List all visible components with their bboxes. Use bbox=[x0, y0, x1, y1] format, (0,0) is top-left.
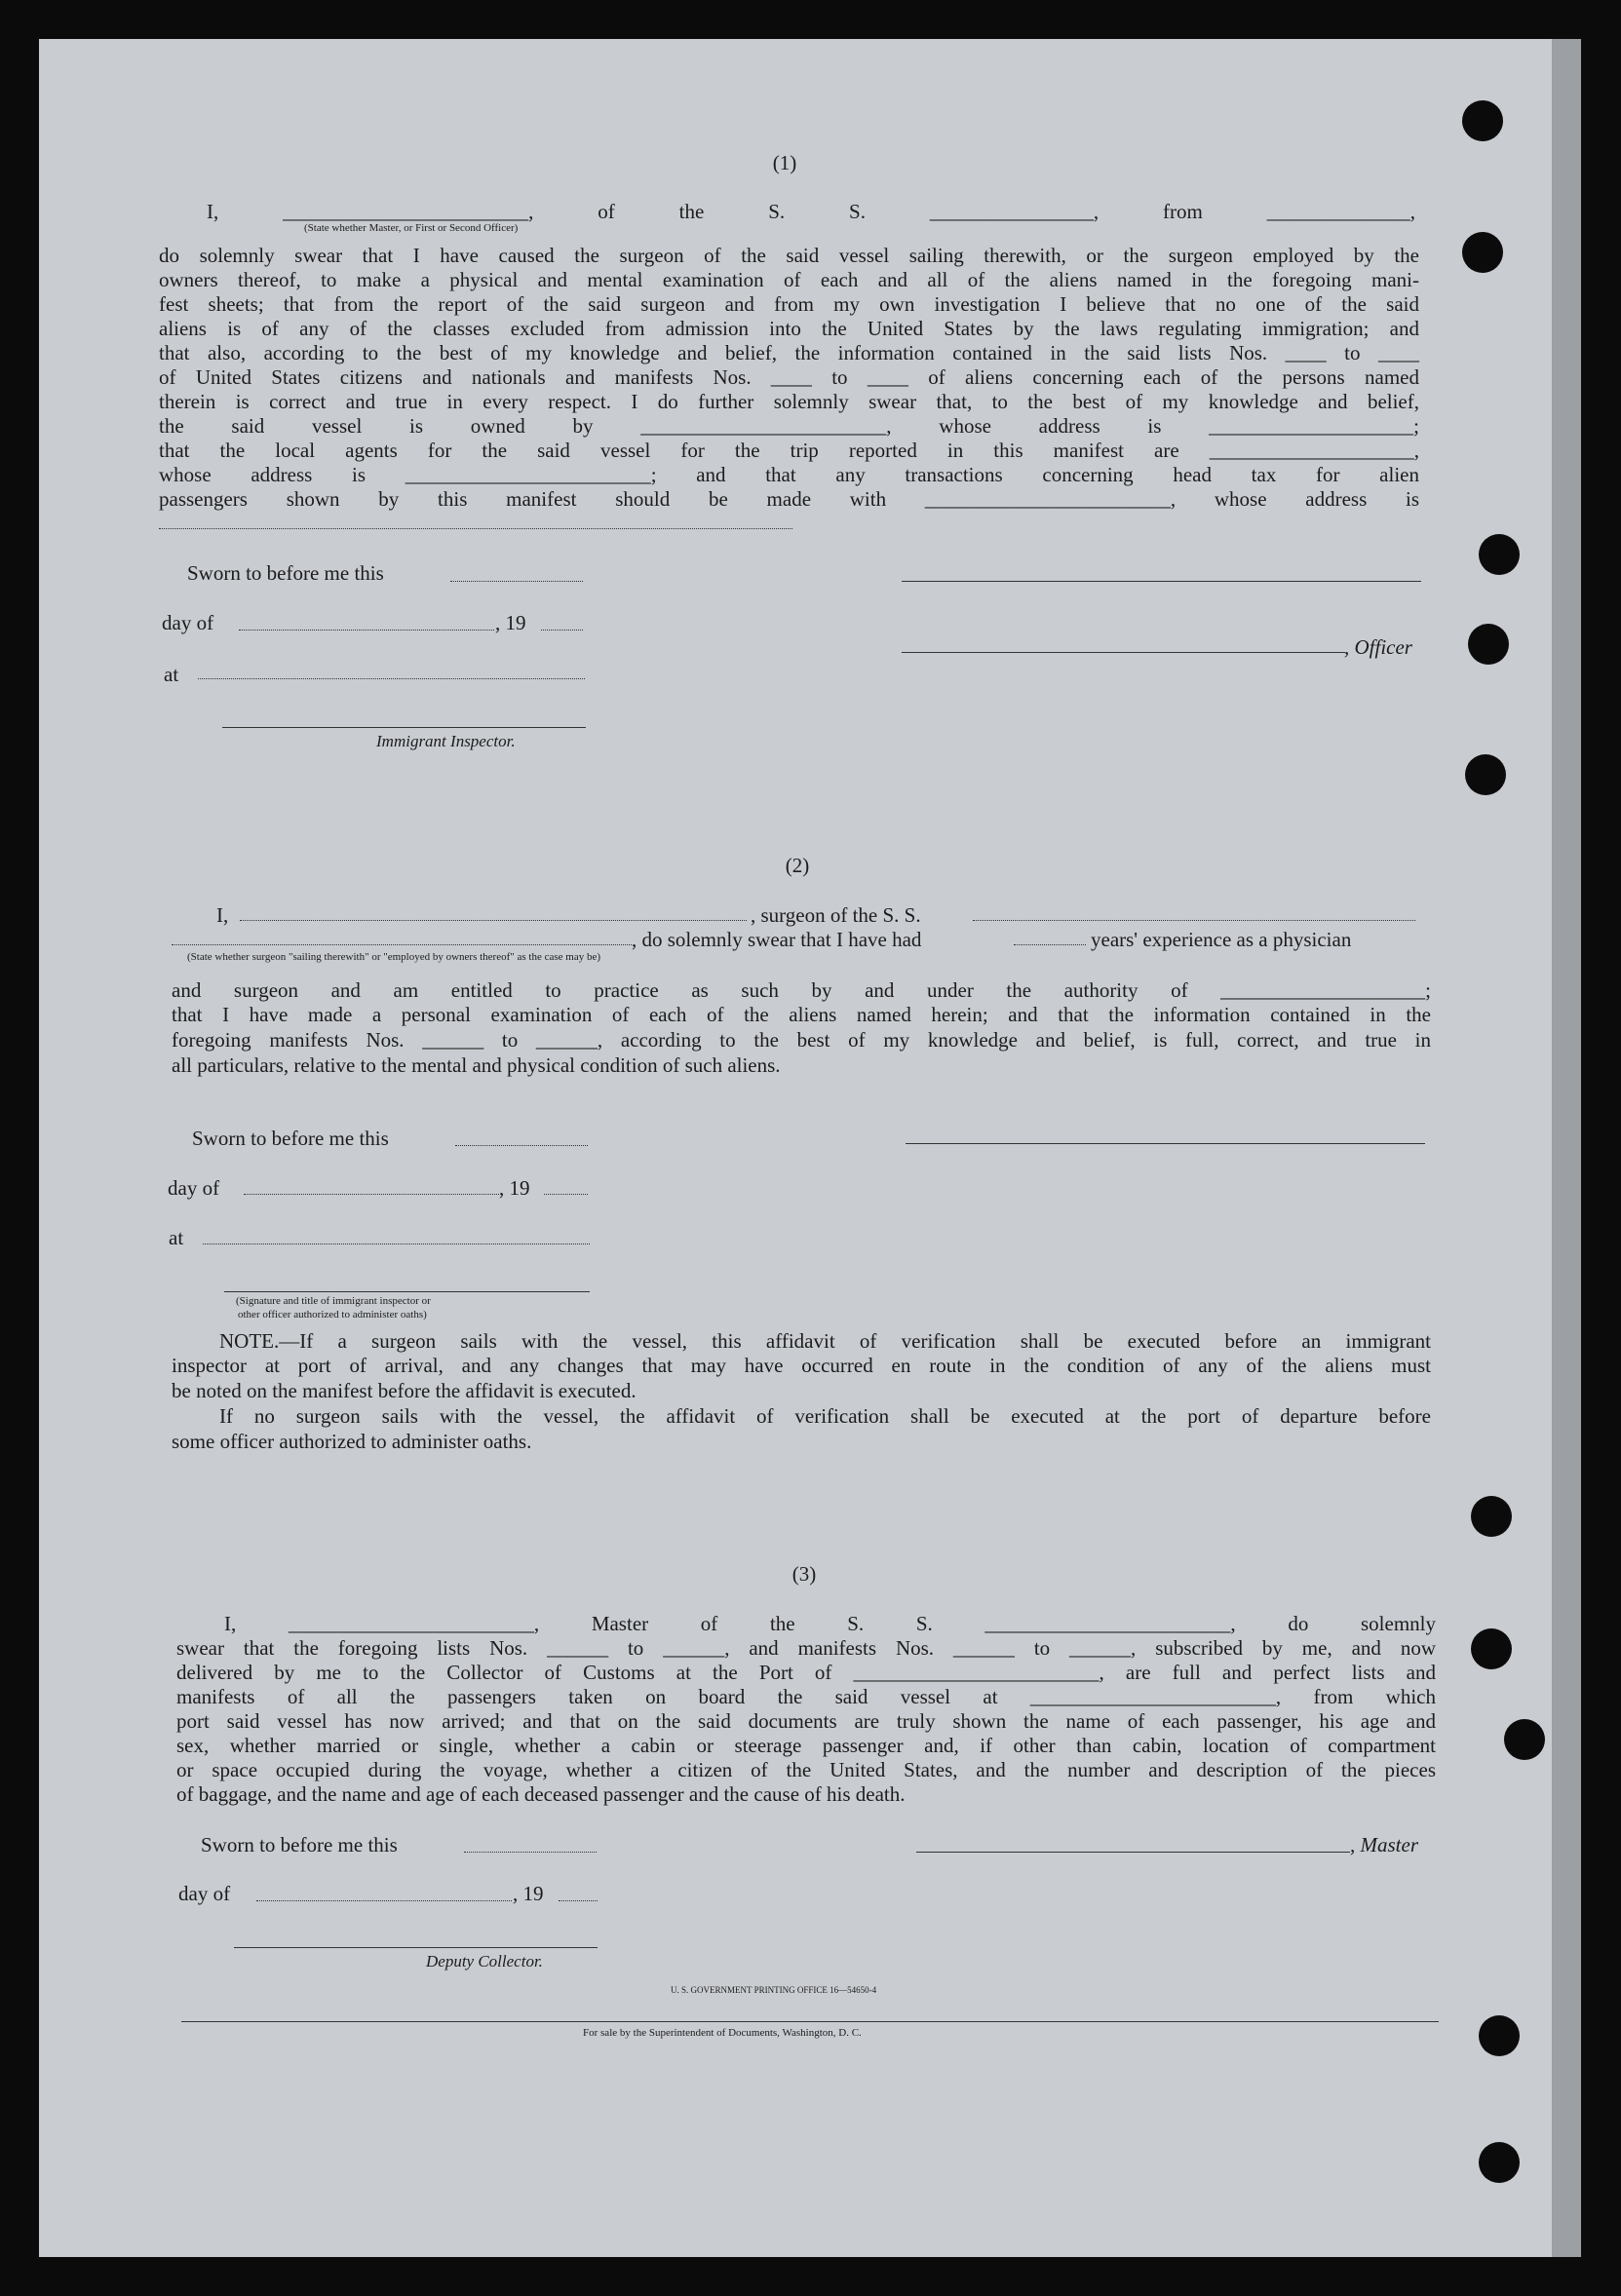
punch-hole bbox=[1504, 1719, 1545, 1760]
at-label: at bbox=[164, 663, 179, 686]
section-3-line: I, ________________________, Master of the S. S. ________________________, do solemnly bbox=[224, 1612, 1436, 1635]
section-1-line: owners thereof, to make a physical and mental examination of each and all of the aliens named in the foregoing mani- bbox=[159, 268, 1419, 291]
collector-signature-line[interactable] bbox=[234, 1947, 598, 1948]
section-1-line: aliens is of any of the classes excluded from admission into the United States by the laws regulating immigration; and bbox=[159, 317, 1419, 340]
note-line: some officer authorized to administer oaths. bbox=[172, 1430, 532, 1453]
section-1-line: that the local agents for the said vessel for the trip reported in this manifest are ____________________, bbox=[159, 439, 1419, 462]
section-1-line: fest sheets; that from the report of the said surgeon and from my own investigation I believe that no one of the said bbox=[159, 292, 1419, 316]
section-1-number: (1) bbox=[772, 151, 797, 174]
officer-title-note: (State whether Master, or First or Second Officer) bbox=[304, 222, 519, 234]
surgeon-name-blank[interactable] bbox=[240, 920, 747, 921]
at-label: at bbox=[169, 1226, 184, 1249]
sale-notice: For sale by the Superintendent of Documents, Washington, D. C. bbox=[583, 2027, 862, 2039]
section-3-line: port said vessel has now arrived; and that on the said documents are truly shown the name of each passenger, his age and bbox=[176, 1709, 1436, 1733]
footer-rule bbox=[181, 2021, 1439, 2022]
signature-line[interactable] bbox=[902, 581, 1421, 582]
years-blank[interactable] bbox=[1014, 944, 1086, 945]
section-3-line: sex, whether married or single, whether a cabin or steerage passenger and, if other than cabin, location of compartment bbox=[176, 1734, 1436, 1757]
note-line: inspector at port of arrival, and any changes that may have occurred en route in the condition of any of the aliens must bbox=[172, 1354, 1431, 1377]
section-1-line: whose address is ________________________; and that any transactions concerning head tax for alien bbox=[159, 463, 1419, 486]
section-2-ss: , surgeon of the S. S. bbox=[751, 903, 921, 927]
punch-hole bbox=[1462, 100, 1503, 141]
year-blank[interactable] bbox=[559, 1900, 598, 1901]
section-3-line: swear that the foregoing lists Nos. ______ to ______, and manifests Nos. ______ to ______, subscribed by me, and now bbox=[176, 1636, 1436, 1660]
inspector-signature-line[interactable] bbox=[224, 1291, 590, 1292]
surgeon-signature-line[interactable] bbox=[906, 1143, 1425, 1144]
sworn-label: Sworn to before me this bbox=[201, 1833, 398, 1856]
section-1-line: therein is correct and true in every respect. I do further solemnly swear that, to the best of my knowledge and belief, bbox=[159, 390, 1419, 413]
section-1-line: do solemnly swear that I have caused the surgeon of the said vessel sailing therewith, or the surgeon employed by the bbox=[159, 244, 1419, 267]
punch-hole bbox=[1471, 1496, 1512, 1537]
inspector-signature-line[interactable] bbox=[222, 727, 586, 728]
day-of-blank[interactable] bbox=[256, 1900, 512, 1901]
section-1-line: I, ________________________, of the S. S. ________________, from ______________, bbox=[207, 200, 1415, 223]
note-line: NOTE.—If a surgeon sails with the vessel, this affidavit of verification shall be executed before an immigrant bbox=[219, 1329, 1431, 1353]
page-edge-shadow bbox=[1552, 39, 1581, 2257]
collector-label: Deputy Collector. bbox=[426, 1952, 543, 1971]
section-2-experience: years' experience as a physician bbox=[1091, 928, 1352, 951]
punch-hole bbox=[1462, 232, 1503, 273]
section-2-number: (2) bbox=[785, 854, 810, 877]
officer-label: , Officer bbox=[1344, 635, 1412, 659]
section-3-line: manifests of all the passengers taken on board the said vessel at ________________________, from which bbox=[176, 1685, 1436, 1708]
note-line: be noted on the manifest before the affidavit is executed. bbox=[172, 1379, 637, 1402]
punch-hole bbox=[1479, 2142, 1520, 2183]
note-line: If no surgeon sails with the vessel, the affidavit of verification shall be executed at the port of departure before bbox=[219, 1404, 1431, 1428]
agent-address-blank[interactable] bbox=[159, 528, 792, 529]
punch-hole bbox=[1471, 1628, 1512, 1669]
year-blank[interactable] bbox=[544, 1194, 588, 1195]
master-label: , Master bbox=[1350, 1833, 1418, 1856]
at-blank[interactable] bbox=[198, 678, 585, 679]
sworn-label: Sworn to before me this bbox=[192, 1127, 389, 1150]
inspector-label: Immigrant Inspector. bbox=[376, 732, 516, 750]
section-2-i: I, bbox=[216, 903, 229, 927]
punch-hole bbox=[1468, 624, 1509, 665]
section-1-line: passengers shown by this manifest should be made with ________________________, whose address is bbox=[159, 487, 1419, 511]
gpo-imprint: U. S. GOVERNMENT PRINTING OFFICE 16—54650-4 bbox=[671, 1985, 877, 1995]
section-2-line: all particulars, relative to the mental and physical condition of such aliens. bbox=[172, 1053, 781, 1077]
punch-hole bbox=[1479, 534, 1520, 575]
section-1-line: of United States citizens and nationals and manifests Nos. ____ to ____ of aliens concerning each of the persons named bbox=[159, 365, 1419, 389]
signature-note: other officer authorized to administer oaths) bbox=[238, 1309, 427, 1320]
day-of-label: day of bbox=[162, 611, 214, 634]
section-3-line: or space occupied during the voyage, whether a citizen of the United States, and the number and description of the pieces bbox=[176, 1758, 1436, 1781]
sworn-day-blank[interactable] bbox=[455, 1145, 588, 1146]
section-1-line: the said vessel is owned by ________________________, whose address is ____________________; bbox=[159, 414, 1419, 438]
punch-hole bbox=[1465, 754, 1506, 795]
section-2-line: that I have made a personal examination of each of the aliens named herein; and that the information contained in the bbox=[172, 1003, 1431, 1026]
section-2-line: and surgeon and am entitled to practice as such by and under the authority of ____________________; bbox=[172, 978, 1431, 1002]
section-3-line: of baggage, and the name and age of each deceased passenger and the cause of his death. bbox=[176, 1782, 906, 1806]
master-signature-line[interactable] bbox=[916, 1852, 1350, 1853]
sworn-day-blank[interactable] bbox=[464, 1852, 597, 1853]
section-3-line: delivered by me to the Collector of Customs at the Port of ________________________, are full and perfect lists and bbox=[176, 1661, 1436, 1684]
year-blank[interactable] bbox=[541, 630, 583, 631]
year-label: , 19 bbox=[495, 611, 526, 634]
sworn-day-blank[interactable] bbox=[450, 581, 583, 582]
day-of-blank[interactable] bbox=[244, 1194, 499, 1195]
day-of-blank[interactable] bbox=[239, 630, 494, 631]
year-label: , 19 bbox=[513, 1882, 544, 1905]
day-of-label: day of bbox=[178, 1882, 231, 1905]
section-1-line: that also, according to the best of my knowledge and belief, the information contained in the said lists Nos. ____ to ____ bbox=[159, 341, 1419, 364]
section-2-swear: , do solemnly swear that I have had bbox=[632, 928, 922, 951]
surgeon-status-blank[interactable] bbox=[172, 944, 632, 945]
section-3-number: (3) bbox=[791, 1562, 817, 1586]
section-2-line: foregoing manifests Nos. ______ to ______, according to the best of my knowledge and belief, is full, correct, and true in bbox=[172, 1028, 1431, 1052]
sworn-label: Sworn to before me this bbox=[187, 561, 384, 585]
signature-note: (Signature and title of immigrant inspector or bbox=[236, 1295, 431, 1307]
officer-signature-line[interactable] bbox=[902, 652, 1345, 653]
punch-hole bbox=[1479, 2015, 1520, 2056]
year-label: , 19 bbox=[499, 1176, 530, 1200]
surgeon-status-note: (State whether surgeon "sailing therewith" or "employed by owners thereof" as the case may be) bbox=[187, 951, 601, 963]
ship-name-blank[interactable] bbox=[973, 920, 1415, 921]
day-of-label: day of bbox=[168, 1176, 220, 1200]
